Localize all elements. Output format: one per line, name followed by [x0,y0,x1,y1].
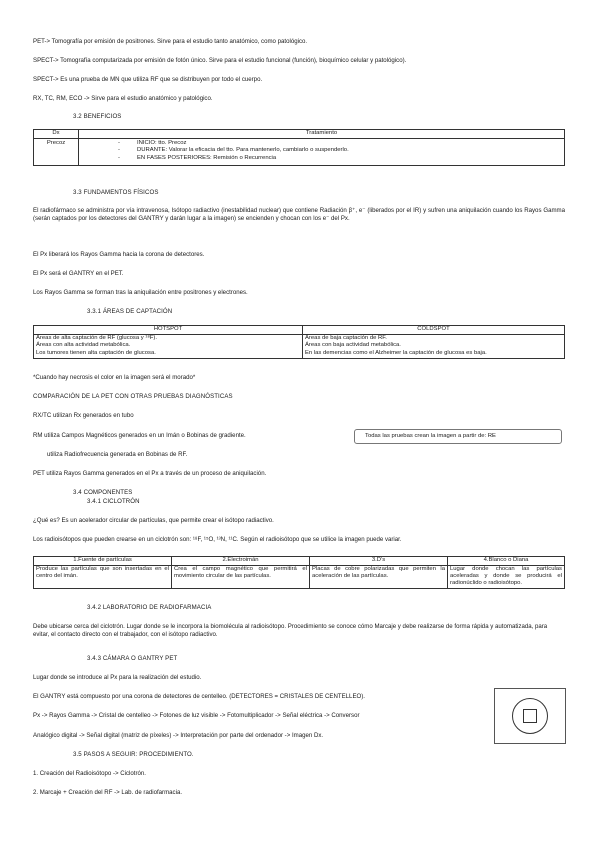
paso-item: 2. Marcaje + Creación del RF -> Lab. de radiofarmacia. [33,789,183,796]
gantry-line-4: Analógico digital -> Señal digital (matriz de píxeles) -> Interpretación por parte del ordenador -> Imagen Dx. [33,732,324,739]
section-title-areas: 3.3.1 ÁREAS DE CAPTACIÓN [87,308,173,315]
fundamentos-paragraph: El radiofármaco se administra por vía intravenosa, Isótopo radiactivo (inestabilidad nuclear) que contiene Radiación β⁺, e⁻ (liberados por el IR) y sufren una aniquilación cuando los Rayos Gamma (serán captados por los detectores del GANTRY y darán lugar a la imagen) se encienden y chocan con los e⁻ del Px. [33,207,565,222]
intro-line-spect-2: SPECT-> Es una prueba de MN que utiliza RF que se distribuyen por todo el cuerpo. [33,76,263,83]
section-title-pasos: 3.5 PASOS A SEGUIR: PROCEDIMIENTO. [73,751,194,758]
fundamentos-line-2: El Px liberará los Rayos Gamma hacia la corona de detectores. [33,251,205,258]
detector-ring-icon [512,698,548,734]
gantry-line-2: El GANTRY está compuesto por una corona de detectores de centelleo. (DETECTORES = CRISTALES DE CENTELLEO). [33,693,365,700]
gantry-diagram-icon [494,688,566,744]
cell-fuente: Produce las partículas que son insertadas en el centro del imán. [34,565,172,588]
header-fuente: 1.Fuente de partículas [34,557,172,566]
comparacion-pet: PET utiliza Rayos Gamma generados en el Px a través de un proceso de aniquilación. [33,470,267,477]
ciclotron-table [33,556,565,589]
section-title-comparacion: COMPARACIÓN DE LA PET CON OTRAS PRUEBAS DIAGNÓSTICAS [33,393,233,400]
tratamiento-item: - EN FASES POSTERIORES: Remisión o Recurrencia [118,155,562,163]
hotspot-cell: Los tumores tienen alta captación de glucosa. [34,350,303,358]
fundamentos-line-4: Los Rayos Gamma se forman tras la aniquilación entre positrones y electrones. [33,289,248,296]
section-title-gantry: 3.4.3 CÁMARA O GANTRY PET [87,655,178,662]
tratamiento-list [81,140,562,163]
header-coldspot: COLDSPOT [303,326,565,335]
intro-line-spect-1: SPECT-> Tomografía computarizada por emisión de fotón único. Sirve para el estudio funcional (función), bioquímico celular y patológico). [33,57,407,64]
gantry-line-1: Lugar donde se introduce al Px para la realización del estudio. [33,674,202,681]
coldspot-cell: Áreas con baja actividad metabólica. [303,342,565,350]
header-blanco: 4.Blanco o Diana [448,557,565,566]
header-ds: 3.D’s [310,557,448,566]
cell-blanco: Lugar donde chocan las partículas aceleradas y donde se producirá el radionúclido o radioisótopo. [448,565,565,588]
beneficios-table [33,129,565,166]
comparacion-rm: RM utiliza Campos Magnéticos generados en un Imán o Bobinas de gradiente. [33,432,246,439]
section-title-fundamentos: 3.3 FUNDAMENTOS FÍSICOS [73,189,159,196]
header-hotspot: HOTSPOT [34,326,303,335]
comparacion-rf: utiliza Radiofrecuencia generada en Bobinas de RF. [47,451,188,458]
section-title-beneficios: 3.2 BENEFICIOS [73,113,122,120]
header-dx: Dx [34,130,79,139]
cell-ds: Placas de cobre polarizadas que permiten la aceleración de las partículas. [310,565,448,588]
tratamiento-cell [79,138,565,165]
coldspot-cell: En las demencias como el Alzheimer la captación de glucosa es baja. [303,350,565,358]
tratamiento-item: - INICIO: tto. Precoz [118,140,562,148]
necrosis-note: *Cuando hay necrosis el color en la imagen será el morado* [33,374,196,381]
intro-line-pet: PET-> Tomografía por emisión de positrones. Sirve para el estudio tanto anatómico, como patológico. [33,38,308,45]
hotspot-cell: Áreas de alta captación de RF (glucosa y ¹⁸F). [34,334,303,342]
captacion-table [33,325,565,359]
row-label-precoz: Precoz [34,138,79,165]
cell-electroiman: Crea el campo magnético que permitirá el movimiento circular de las partículas. [172,565,310,588]
laboratorio-paragraph: Debe ubicarse cerca del ciclotrón. Lugar donde se le incorpora la biomolécula al radioisótopo. Procedimiento se conoce cómo Marcaje y debe realizarse de forma rápida y automatizada, para evitar, el contacto directo con el trabajador, con el isótopo radiactivo. [33,623,548,638]
coldspot-cell: Áreas de baja captación de RF. [303,334,565,342]
ciclotron-isotopos: Los radioisótopos que pueden crearse en un ciclotrón son: ¹⁸F, ¹⁵O, ¹³N, ¹¹C. Según el radioisótopo que se utilice la imagen puede variar. [33,536,402,543]
ciclotron-question: ¿Qué es? Es un acelerador circular de partículas, que permite crear el isótopo radiactivo. [33,517,274,524]
intro-line-rx: RX, TC, RM, ECO -> Sirve para el estudio anatómico y patológico. [33,95,213,102]
gantry-line-3: Px -> Rayos Gamma -> Cristal de centelleo -> Fotones de luz visible -> Fotomultiplicador -> Señal eléctrica -> Conversor [33,712,360,719]
patient-square-icon [523,709,537,723]
header-tratamiento: Tratamiento [79,130,565,139]
section-title-componentes: 3.4 COMPONENTES [73,489,133,496]
section-title-laboratorio: 3.4.2 LABORATORIO DE RADIOFARMACIA [87,604,212,611]
section-title-ciclotron: 3.4.1 CICLOTRÓN [87,498,140,505]
comparacion-rx: RX/TC utilizan Rx generados en tubo [33,412,134,419]
paso-item: 1. Creación del Radioisótopo -> Ciclotrón. [33,770,146,777]
hotspot-cell: Áreas con alta actividad metabólica. [34,342,303,350]
fundamentos-line-3: El Px será el GANTRY en el PET. [33,270,124,277]
tratamiento-item: - DURANTE: Valorar la eficacia del tto. Para mantenerlo, cambiarlo o suspenderlo. [118,147,562,155]
header-electroiman: 2.Electroimán [172,557,310,566]
callout-box: Todas las pruebas crean la imagen a partir de: RE [354,429,562,444]
